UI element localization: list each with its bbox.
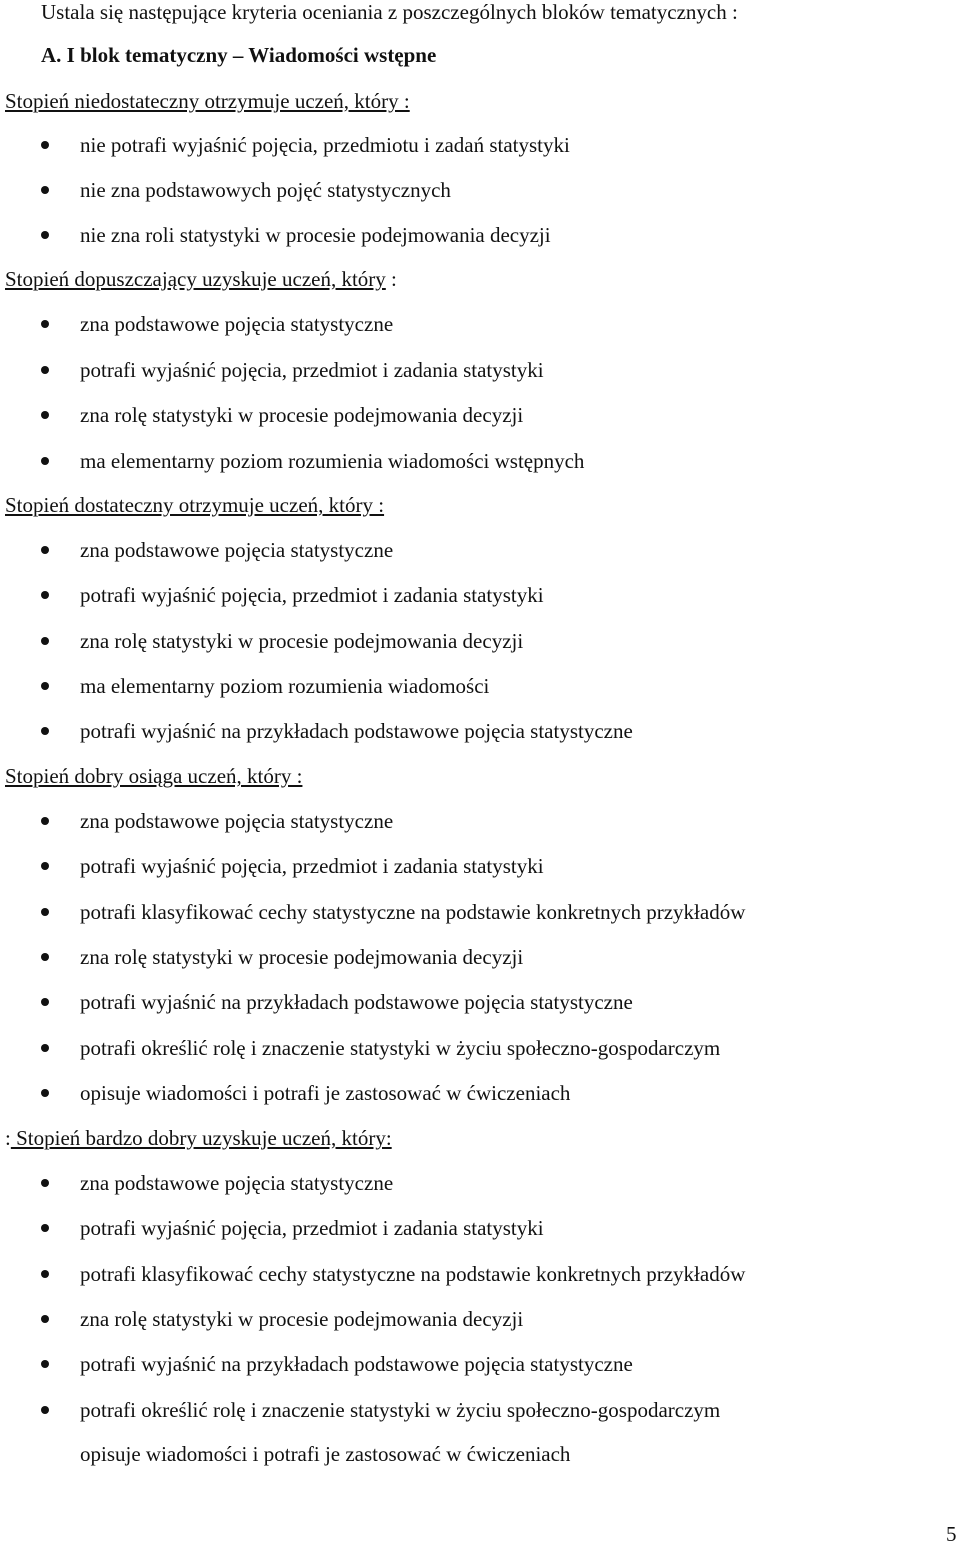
list-item: zna rolę statystyki w procesie podejmowania decyzji [80,945,524,969]
bullet-icon [41,637,49,645]
bullet-icon [41,1089,49,1097]
heading-text: Stopień bardzo dobry uzyskuje uczeń, który: [10,1126,392,1150]
intro-text: Ustala się następujące kryteria oceniania z poszczególnych bloków tematycznych : [41,0,738,24]
level-heading-bardzo-dobry [5,1125,392,1151]
list-item: potrafi określić rolę i znaczenie statystyki w życiu społeczno-gospodarczym [80,1036,721,1060]
list-item: potrafi wyjaśnić na przykładach podstawowe pojęcia statystyczne [80,990,633,1014]
bullet-icon [41,1360,49,1368]
list-item: ma elementarny poziom rozumienia wiadomości [80,674,490,698]
bullet-icon [41,1270,49,1278]
level-heading-dostateczny [5,492,384,518]
bullet-icon [41,727,49,735]
bullet-icon [41,953,49,961]
bullet-icon [41,862,49,870]
bullet-icon [41,457,49,465]
heading-text: Stopień niedostateczny otrzymuje uczeń, który : [5,89,410,113]
bullet-icon [41,411,49,419]
list-item: potrafi klasyfikować cechy statystyczne na podstawie konkretnych przykładów [80,900,746,924]
bullet-icon [41,546,49,554]
bullet-icon [41,1044,49,1052]
bullet-icon [41,186,49,194]
bullet-icon [41,1224,49,1232]
level-heading-dobry [5,763,302,789]
list-item: zna podstawowe pojęcia statystyczne [80,538,394,562]
list-item: potrafi określić rolę i znaczenie statystyki w życiu społeczno-gospodarczym [80,1398,721,1422]
list-item: potrafi wyjaśnić pojęcia, przedmiot i zadania statystyki [80,358,544,382]
list-item: potrafi klasyfikować cechy statystyczne na podstawie konkretnych przykładów [80,1262,746,1286]
page-number: 5 [946,1522,957,1546]
bullet-icon [41,591,49,599]
heading-prefix: : [5,1126,11,1150]
list-item: zna podstawowe pojęcia statystyczne [80,312,394,336]
bullet-icon [41,998,49,1006]
list-item: potrafi wyjaśnić pojęcia, przedmiot i zadania statystyki [80,1216,544,1240]
list-item: zna rolę statystyki w procesie podejmowania decyzji [80,1307,524,1331]
list-item: zna podstawowe pojęcia statystyczne [80,1171,394,1195]
heading-suffix: : [385,267,397,291]
bullet-icon [41,231,49,239]
bullet-icon [41,320,49,328]
level-heading-niedostateczny [5,88,410,114]
bullet-icon [41,1315,49,1323]
level-heading-dopuszczajacy [5,266,397,292]
list-item: opisuje wiadomości i potrafi je zastosować w ćwiczeniach [80,1081,571,1105]
heading-text: Stopień dobry osiąga uczeń, który : [5,764,303,788]
bullet-icon [41,366,49,374]
list-item: zna rolę statystyki w procesie podejmowania decyzji [80,403,524,427]
bullet-icon [41,1179,49,1187]
bullet-icon [41,682,49,690]
list-item: opisuje wiadomości i potrafi je zastosować w ćwiczeniach [80,1442,571,1466]
list-item: ma elementarny poziom rozumienia wiadomości wstępnych [80,449,585,473]
section-title: A. I blok tematyczny – Wiadomości wstępne [41,43,437,67]
heading-text: Stopień dostateczny otrzymuje uczeń, który : [5,493,385,517]
list-item: nie potrafi wyjaśnić pojęcia, przedmiotu i zadań statystyki [80,133,570,157]
list-item: potrafi wyjaśnić na przykładach podstawowe pojęcia statystyczne [80,1352,633,1376]
heading-text: Stopień dopuszczający uzyskuje uczeń, który [5,267,386,291]
bullet-icon [41,908,49,916]
list-item: zna rolę statystyki w procesie podejmowania decyzji [80,629,524,653]
bullet-icon [41,1406,49,1414]
bullet-icon [41,817,49,825]
list-item: zna podstawowe pojęcia statystyczne [80,809,394,833]
list-item: potrafi wyjaśnić pojęcia, przedmiot i zadania statystyki [80,583,544,607]
list-item: nie zna roli statystyki w procesie podejmowania decyzji [80,223,551,247]
list-item: nie zna podstawowych pojęć statystycznych [80,178,451,202]
list-item: potrafi wyjaśnić na przykładach podstawowe pojęcia statystyczne [80,719,633,743]
list-item: potrafi wyjaśnić pojęcia, przedmiot i zadania statystyki [80,854,544,878]
bullet-icon [41,141,49,149]
